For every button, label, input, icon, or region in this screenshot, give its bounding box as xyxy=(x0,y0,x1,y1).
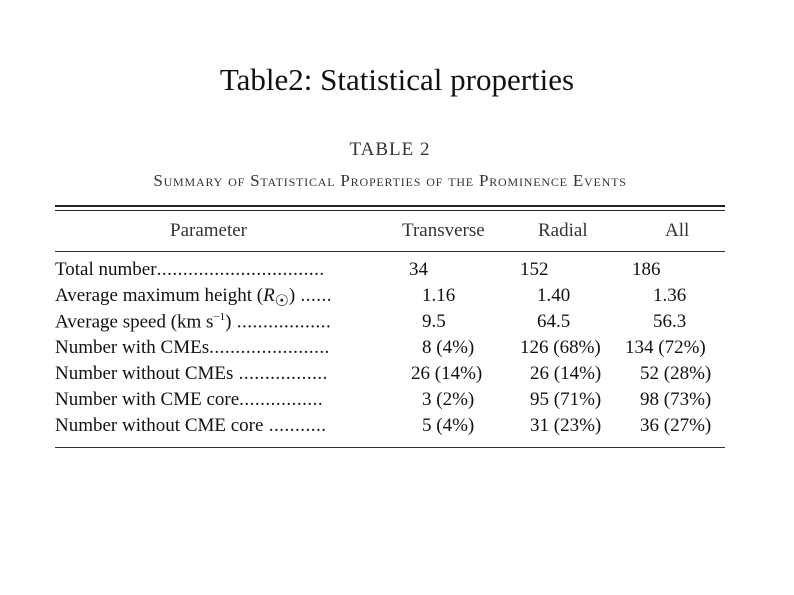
cell-transverse: 1.16 xyxy=(422,285,456,306)
table-row-without-cme-core xyxy=(55,415,725,441)
row-label: Number with CME core................ xyxy=(55,389,324,410)
cell-radial: 31 (23%) xyxy=(530,415,602,436)
header-parameter: Parameter xyxy=(170,220,248,241)
row-label: Average maximum height $(R_☉)$ ...... xyxy=(55,285,332,310)
cell-transverse: 8 (4%) xyxy=(422,337,475,358)
cell-radial: 26 (14%) xyxy=(530,363,602,384)
cell-all: 1.36 xyxy=(653,285,687,306)
cell-transverse: 3 (2%) xyxy=(422,389,475,410)
table-row-with-cmes xyxy=(55,337,725,363)
table-header-row xyxy=(55,211,725,251)
table-row-without-cmes xyxy=(55,363,725,389)
cell-all: 36 (27%) xyxy=(640,415,712,436)
table-subcaption: Summary of Statistical Properties of the Prominence Events xyxy=(153,171,627,190)
cell-radial: 95 (71%) xyxy=(530,389,602,410)
cell-transverse: 5 (4%) xyxy=(422,415,475,436)
header-transverse: Transverse xyxy=(402,220,485,241)
cell-transverse: 9.5 xyxy=(422,311,446,333)
cell-all: 134 (72%) xyxy=(625,337,706,358)
row-label: Number without CMEs ................. xyxy=(55,363,328,384)
table-row-average-speed xyxy=(55,311,725,337)
row-label: Average speed (km $s^{-1}$) .................. xyxy=(55,311,332,333)
statistics-table xyxy=(55,138,725,448)
cell-all: 98 (73%) xyxy=(640,389,712,410)
table-bottom-rule xyxy=(55,447,725,448)
table-row-with-cme-core xyxy=(55,389,725,415)
cell-all: 186 xyxy=(632,259,661,280)
header-radial: Radial xyxy=(538,220,588,241)
cell-radial: 64.5 xyxy=(537,311,571,333)
cell-radial: 1.40 xyxy=(537,285,571,306)
row-label: Number without CME core ........... xyxy=(55,415,327,436)
row-label: Total number................................ xyxy=(55,259,325,280)
cell-all: 52 (28%) xyxy=(640,363,712,384)
cell-radial: 126 (68%) xyxy=(520,337,601,358)
row-label: Number with CMEs....................... xyxy=(55,337,330,358)
cell-all: 56.3 xyxy=(653,311,687,333)
cell-transverse: 26 (14%) xyxy=(411,363,483,384)
cell-transverse: 34 xyxy=(409,259,428,280)
cell-radial: 152 xyxy=(520,259,549,280)
table-body xyxy=(55,252,725,447)
header-all: All xyxy=(665,220,690,241)
slide-title: Table2: Statistical properties xyxy=(219,62,575,97)
table-row-total-number xyxy=(55,259,725,285)
table-caption: TABLE 2 xyxy=(349,139,431,160)
table-row-average-max-height xyxy=(55,285,725,311)
